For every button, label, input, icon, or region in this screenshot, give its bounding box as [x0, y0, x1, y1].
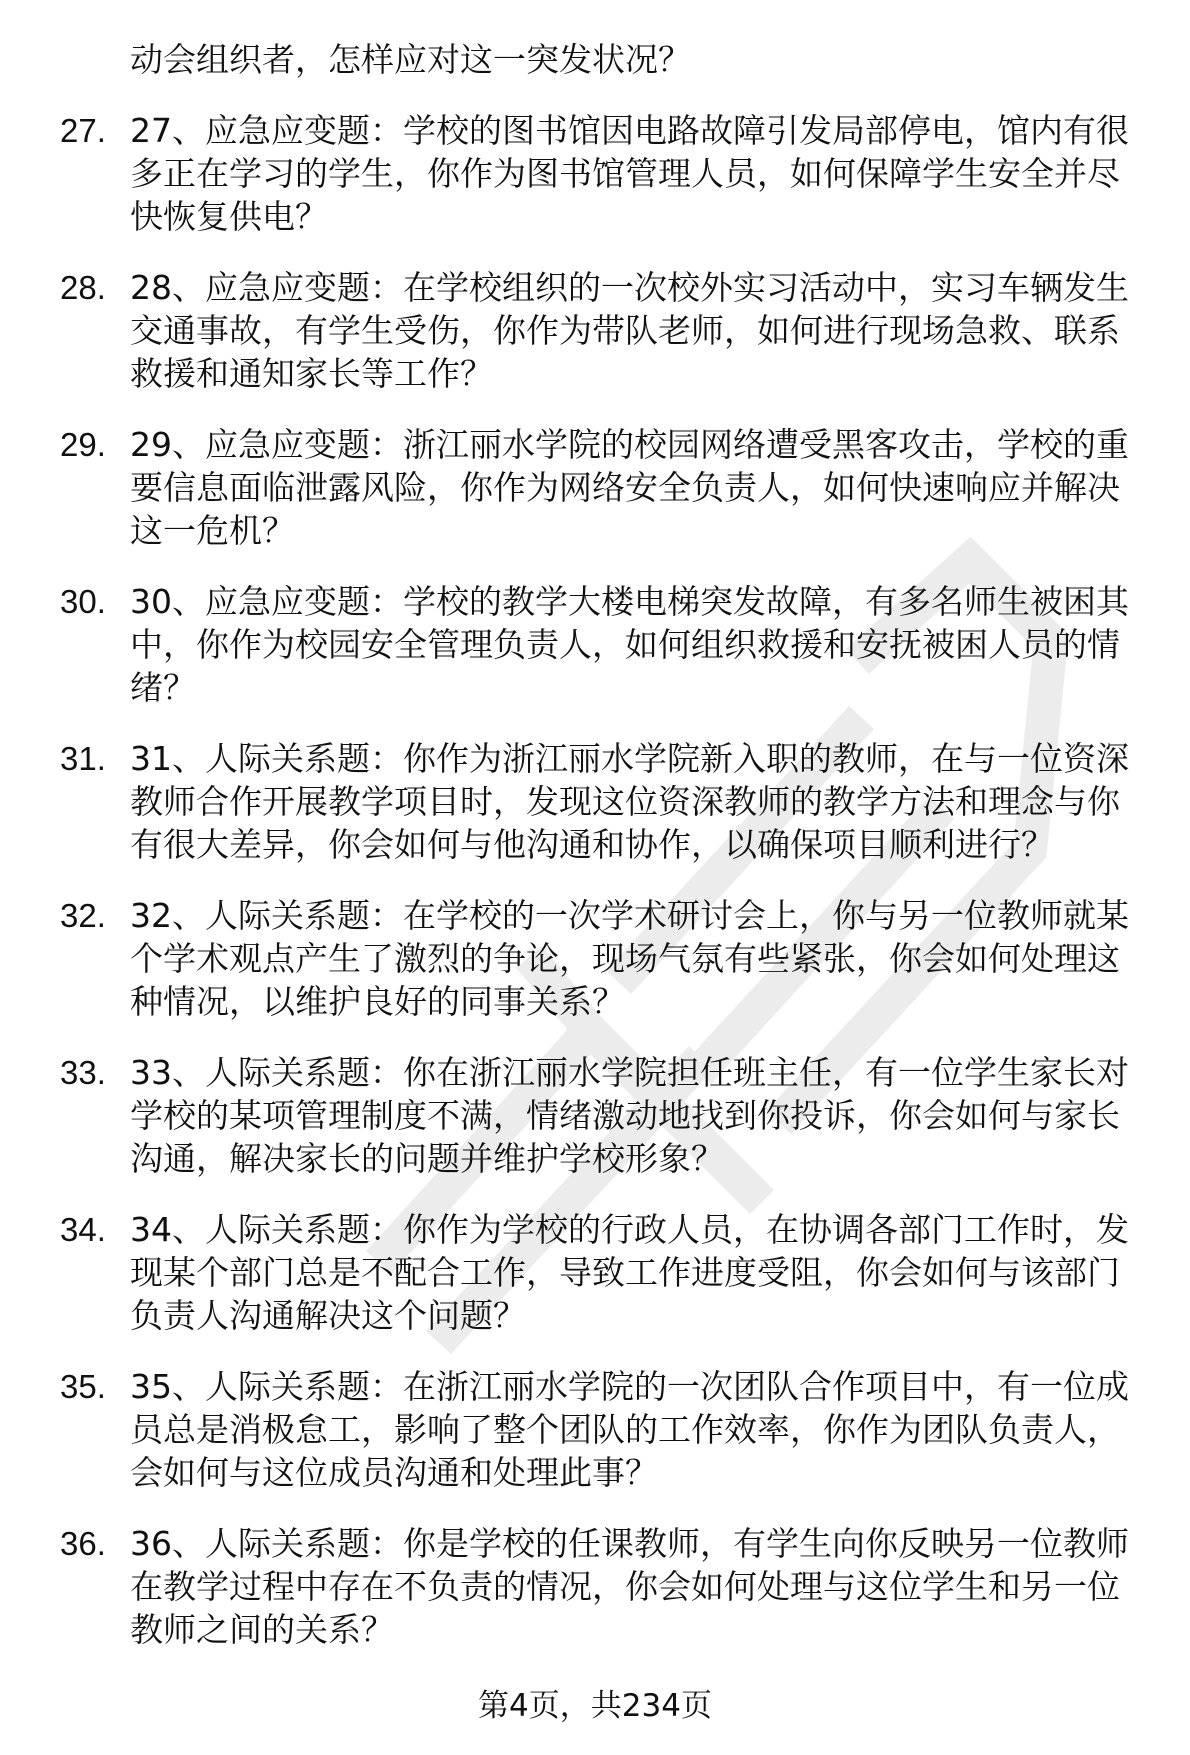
continued-question-text: 动会组织者，怎样应对这一突发状况？	[130, 40, 691, 79]
item-text: 28、应急应变题：在学校组织的一次校外实习活动中，实习车辆发生交通事故，有学生受伤，你作为带队老师，如何进行现场急救、联系救援和通知家长等工作？	[130, 268, 1129, 393]
list-item	[0, 894, 1190, 1023]
item-text: 35、人际关系题：在浙江丽水学院的一次团队合作项目中，有一位成员总是消极怠工，影响了整个团队的工作效率，你作为团队负责人，会如何与这位成员沟通和处理此事？	[130, 1367, 1129, 1492]
item-number: 32.	[60, 897, 106, 934]
item-number: 28.	[60, 269, 106, 306]
item-number: 34.	[60, 1211, 106, 1248]
item-number: 27.	[60, 112, 106, 149]
item-text: 34、人际关系题：你作为学校的行政人员，在协调各部门工作时，发现某个部门总是不配合工作，导致工作进度受阻，你会如何与该部门负责人沟通解决这个问题？	[130, 1210, 1129, 1335]
item-text: 33、人际关系题：你在浙江丽水学院担任班主任，有一位学生家长对学校的某项管理制度不满，情绪激动地找到你投诉，你会如何与家长沟通，解决家长的问题并维护学校形象？	[130, 1053, 1129, 1178]
item-text: 29、应急应变题：浙江丽水学院的校园网络遭受黑客攻击，学校的重要信息面临泄露风险，你作为网络安全负责人，如何快速响应并解决这一危机？	[130, 425, 1129, 550]
list-item	[0, 423, 1190, 552]
list-item	[0, 580, 1190, 709]
page-footer: 第4页，共234页	[478, 1688, 712, 1724]
list-item	[0, 109, 1190, 238]
item-text: 30、应急应变题：学校的教学大楼电梯突发故障，有多名师生被困其中，你作为校园安全管理负责人，如何组织救援和安抚被困人员的情绪？	[130, 582, 1129, 707]
item-number: 33.	[60, 1054, 106, 1091]
item-number: 36.	[60, 1525, 106, 1562]
item-number: 29.	[60, 426, 106, 463]
list-item	[0, 1208, 1190, 1337]
item-text: 32、人际关系题：在学校的一次学术研讨会上，你与另一位教师就某个学术观点产生了激烈的争论，现场气氛有些紧张，你会如何处理这种情况，以维护良好的同事关系？	[130, 896, 1129, 1021]
list-item	[0, 1051, 1190, 1180]
list-item	[0, 266, 1190, 395]
item-text: 31、人际关系题：你作为浙江丽水学院新入职的教师，在与一位资深教师合作开展教学项目时，发现这位资深教师的教学方法和理念与你有很大差异，你会如何与他沟通和协作，以确保项目顺利进行？	[130, 739, 1129, 864]
item-text: 27、应急应变题：学校的图书馆因电路故障引发局部停电，馆内有很多正在学习的学生，你作为图书馆管理人员，如何保障学生安全并尽快恢复供电？	[130, 111, 1129, 236]
item-text: 36、人际关系题：你是学校的任课教师，有学生向你反映另一位教师在教学过程中存在不负责的情况，你会如何处理与这位学生和另一位教师之间的关系？	[130, 1524, 1129, 1649]
question-list	[0, 38, 1190, 1679]
list-item	[0, 737, 1190, 866]
item-number: 30.	[60, 583, 106, 620]
list-item	[0, 1365, 1190, 1494]
list-item	[0, 1522, 1190, 1651]
item-number: 31.	[60, 740, 106, 777]
item-number: 35.	[60, 1368, 106, 1405]
